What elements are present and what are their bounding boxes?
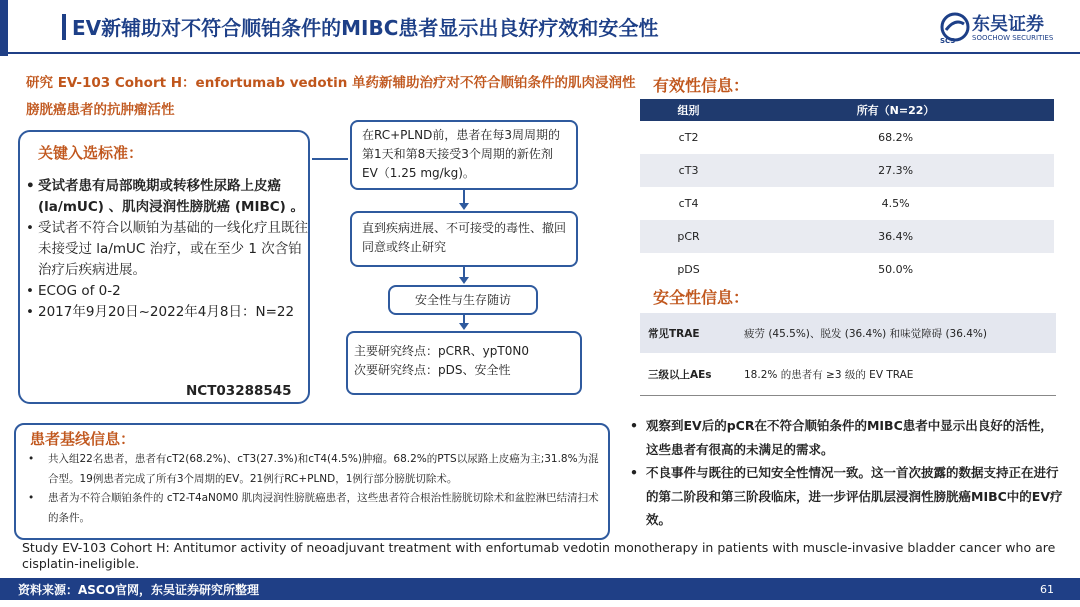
flow-step-followup: 安全性与生存随访 (388, 285, 538, 315)
study-title: 研究 EV-103 Cohort H：enfortumab vedotin 单药新辅助治疗对不符合顺铂条件的肌肉浸润性膀胱癌患者的抗肿瘤活性 (26, 75, 636, 118)
safety-value: 18.2% 的患者有 ≥3 级的 EV TRAE (744, 368, 914, 381)
nct-id: NCT03288545 (186, 383, 292, 399)
criteria-item: • 受试者不符合以顺铂为基础的一线化疗且既往未接受过 la/mUC 治疗，或在至少 1 次含铂治疗后疾病进展。 (26, 218, 308, 281)
safety-heading: 安全性信息： (653, 288, 750, 307)
table-row (640, 154, 1054, 187)
table-row (640, 253, 1054, 286)
header-bar (0, 0, 8, 56)
logo-abbr: SCS (940, 37, 956, 45)
baseline-heading: 患者基线信息： (30, 430, 136, 448)
table-row (640, 220, 1054, 253)
column-header: 所有（N=22） (737, 99, 1054, 121)
criteria-flow-connector (312, 158, 348, 160)
flow-arrow-head (459, 203, 469, 210)
efficacy-heading: 有效性信息： (653, 76, 750, 95)
safety-divider (640, 395, 1056, 396)
title-accent (62, 14, 66, 40)
criteria-item: • ECOG of 0-2 (26, 281, 308, 302)
primary-endpoint: 主要研究终点：pCRR、ypT0N0 (354, 344, 529, 358)
criteria-item: • 受试者患有局部晚期或转移性尿路上皮癌 (la/mUC) 、肌肉浸润性膀胱癌 (MIBC) 。 (26, 176, 308, 218)
flow-step-treatment: 在RC+PLND前，患者在每3周周期的第1天和第8天接受3个周期的新佐剂EV（1.25 mg/kg)。 (350, 120, 578, 190)
value-cell: 27.3% (737, 154, 1054, 187)
baseline-item: • 共入组22名患者，患者有cT2(68.2%)、cT3(27.3%)和cT4(4.5%)肿瘤。68.2%的PTS以尿路上皮癌为主;31.8%为混合型。19例患者完成了所有3个周期的EV。21例行RC+PLND，1例行部分膀胱切除术。 (26, 450, 600, 489)
value-cell: 50.0% (878, 263, 914, 276)
page-title: EV新辅助对不符合顺铂条件的MIBC患者显示出良好疗效和安全性 (72, 16, 659, 40)
group-cell: cT2 (678, 131, 699, 144)
flow-arrow (463, 190, 465, 204)
conclusion-item: • 观察到EV后的pCR在不符合顺铂条件的MIBC患者中显示出良好的活性，这些患者有很高的未满足的需求。 (624, 414, 1064, 461)
table-row (640, 187, 1054, 220)
conclusions-list (624, 414, 1064, 532)
baseline-item: • 患者为不符合顺铂条件的 cT2-T4aN0M0 肌肉浸润性膀胱癌患者，这些患者符合根治性膀胱切除术和盆腔淋巴结清扫术的条件。 (26, 489, 600, 528)
flow-arrow-head (459, 323, 469, 330)
baseline-list (26, 450, 600, 528)
criteria-heading: 关键入选标准： (38, 144, 144, 162)
flow-arrow-head (459, 277, 469, 284)
source-note: 资料来源：ASCO官网，东吴证券研究所整理 (18, 583, 259, 597)
page-number: 61 (1040, 583, 1054, 596)
conclusion-item: • 不良事件与既往的已知安全性情况一致。这一首次披露的数据支持正在进行的第二阶段和第三阶段临床，进一步评估肌层浸润性膀胱癌MIBC中的EV疗效。 (624, 461, 1064, 532)
header-divider (0, 52, 1080, 54)
efficacy-table (640, 99, 1054, 286)
value-cell: 36.4% (737, 220, 1054, 253)
group-cell: cT3 (640, 154, 737, 187)
table-row (640, 313, 1056, 353)
table-row (640, 353, 1056, 395)
column-header: 组别 (640, 99, 737, 121)
safety-key: 常见TRAE (640, 313, 736, 353)
flow-step-endpoints (346, 331, 582, 395)
group-cell: pDS (677, 263, 700, 276)
safety-table (640, 313, 1056, 395)
criteria-item: • 2017年9月20日~2022年4月8日：N=22 (26, 302, 308, 323)
table-row (640, 121, 1054, 154)
value-cell: 4.5% (881, 197, 910, 210)
logo-text-cn: 东吴证券 (972, 14, 1044, 35)
safety-value: 疲劳 (45.5%)、脱发 (36.4%) 和味觉障碍 (36.4%) (736, 313, 1056, 353)
group-cell: pCR (640, 220, 737, 253)
safety-key: 三级以上AEs (648, 368, 712, 381)
group-cell: cT4 (678, 197, 699, 210)
value-cell: 68.2% (878, 131, 914, 144)
logo-text-en: SOOCHOW SECURITIES (972, 34, 1054, 42)
study-caption: Study EV-103 Cohort H: Antitumor activity of neoadjuvant treatment with enfortumab vedotin monotherapy in patients with muscle-invasive bladder cancer who are cisplatin-ineligible. (22, 540, 1056, 571)
criteria-list (26, 176, 308, 323)
flow-step-continue: 直到疾病进展、不可接受的毒性、撤回同意或终止研究 (350, 211, 578, 267)
secondary-endpoint: 次要研究终点：pDS、安全性 (354, 363, 511, 377)
